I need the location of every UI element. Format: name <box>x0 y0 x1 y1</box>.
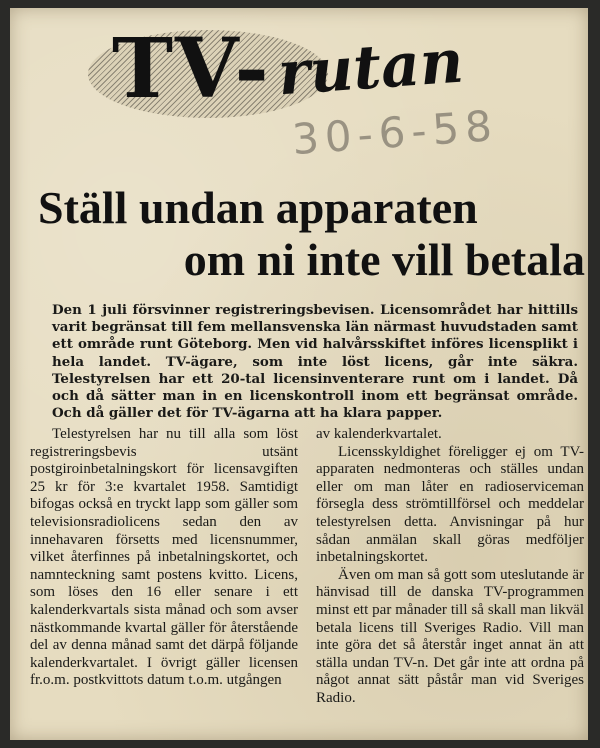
lead-paragraph: Den 1 juli försvinner registreringsbevisen. Licensområdet har hittills varit begränsat till fem mellansvenska län närmast huvudstaden samt ett område runt Göteborg. Men vid halvårsskiftet införes licensplikt i hela landet. TV-ägare, som inte löst licens, går inte säkra. Telestyrelsen har ett 20-tal licensinventerare runt om i landet. Då och då sätter man in en licenskontroll inom ett begränsat område. Och då gäller det för TV-ägarna att ha klara papper. <box>52 302 578 422</box>
masthead-tv: TV- <box>112 21 271 117</box>
newspaper-clipping <box>10 8 588 740</box>
body-paragraph: Även om man så gott som uteslutande är hänvisad till de danska TV-programmen minst ett par månader till så skall man likväl betala licens till Sveriges Radio. Vill man inte göra det så återstår inget annat än att ställa undan TV-n. Det går inte att ordna på något annat sätt påstår man vid Sveriges Radio. <box>316 566 584 706</box>
headline-line-2: om ni inte vill betala <box>183 234 585 285</box>
handwritten-date: 30-6-58 <box>290 100 500 165</box>
body-paragraph: Licensskyldighet föreligger ej om TV-apparaten nedmonteras och ställes undan eller om man låter en radioserviceman försegla dess strömtillförsel och meddelar telestyrelsen detta. Anvisningar på hur sådan anmälan skall göras medföljer inbetalningskortet. <box>316 443 584 566</box>
body-column-right <box>316 426 584 708</box>
body-paragraph: Telestyrelsen har nu till alla som löst registreringsbevis utsänt postgiroinbetalningskort för licensavgiften 25 kr för 3:e kvartalet 1958. Samtidigt bifogas också en tryckt lapp som gäller som televisionsradiolicens sedan den av innehavaren försetts med licensnummer, vilket återfinnes på inbetalningskortet, och namnteckning samt postens kvitto. Licens, som löses den 16 eller senare i ett kalenderkvartals sista månad och som avser nästkommande kvartal gäller för återstående del av denna månad samt det därpå följande kalenderkvartalet. I övrigt gäller licensen fr.o.m. postkvittots datum t.o.m. utgången <box>30 426 298 689</box>
body-paragraph-continued: av kalenderkvartalet. <box>316 426 442 442</box>
headline-line-1: Ställ undan apparaten <box>38 182 478 233</box>
headline <box>30 182 585 286</box>
masthead-rutan: rutan <box>275 26 466 110</box>
body-column-left <box>30 426 298 690</box>
